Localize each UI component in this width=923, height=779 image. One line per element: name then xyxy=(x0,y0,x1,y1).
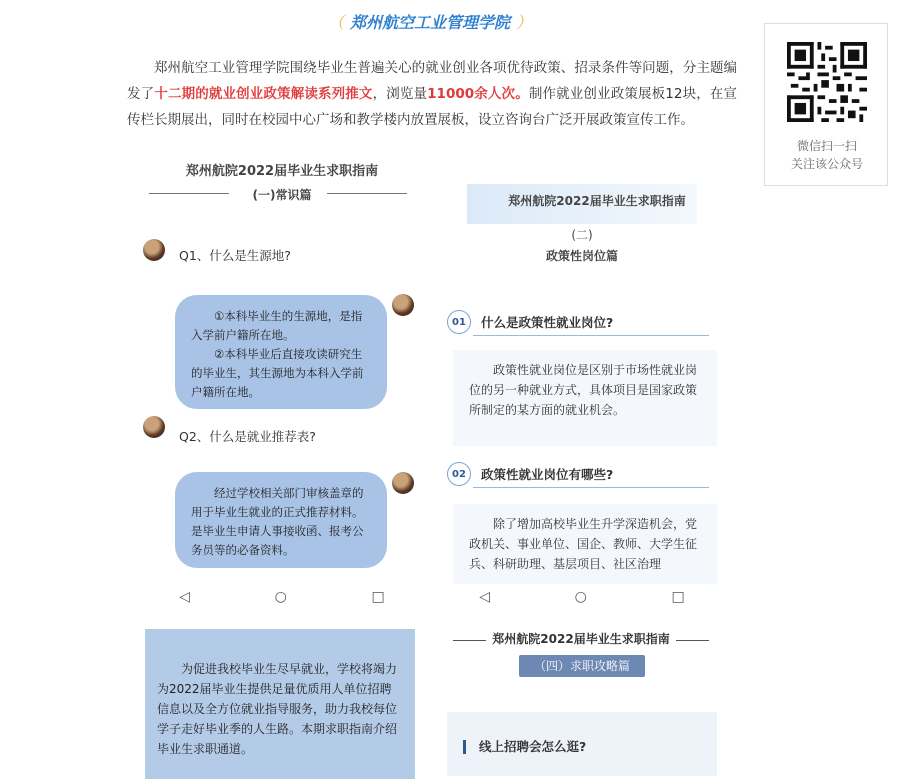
article-paragraph xyxy=(127,55,737,133)
intro-text: 为促进我校毕业生尽早就业，学校将竭力为2022届毕业生提供足量优质用人单位招聘信息以及全方位就业指导服务，助力我校每位学子走好毕业季的人生路。本期求职指南介绍毕业生求职通道。 xyxy=(157,662,398,756)
online-fair-card xyxy=(447,712,717,776)
job-strategy-badge: （四）求职攻略篇 xyxy=(519,655,645,677)
section-2-underline xyxy=(473,487,709,488)
paragraph-text-1: 郑州航空工业管理学院围绕毕业生普遍关心的就业创业各项优待政策、招录条件等问题，分主题编发了 xyxy=(127,60,737,102)
home-icon[interactable]: ○ xyxy=(574,589,587,605)
bottom-right-title-wrap xyxy=(453,630,709,647)
paragraph-text-2: ，浏览量 xyxy=(372,86,428,102)
back-icon[interactable]: ◁ xyxy=(179,589,191,605)
bottom-right-title: 郑州航院2022届毕业生求职指南 xyxy=(486,632,675,646)
recent-apps-icon[interactable]: □ xyxy=(371,589,385,605)
panel-left-subtitle: (一)常识篇 xyxy=(252,188,312,202)
accent-bar xyxy=(463,740,466,754)
qr-caption-line2: 关注该公众号 xyxy=(790,157,863,171)
section-1-heading xyxy=(447,310,613,334)
section-1-underline xyxy=(473,335,709,336)
panel-right-title: 郑州航院2022届毕业生求职指南 xyxy=(508,194,686,208)
paragraph-text-3: 制作就业创业政策展板12块，在宣传栏长期展出，同时在校园中心广场和教学楼内放置展板，设立咨询台广泛开展政策宣传工作。 xyxy=(127,86,738,128)
qr-caption-line1: 微信扫一扫 xyxy=(796,139,857,153)
recent-apps-icon[interactable]: □ xyxy=(671,589,685,605)
paragraph-highlight-2: 11000余人次。 xyxy=(427,86,529,102)
article-title-row xyxy=(0,10,860,33)
title-paren-right: ） xyxy=(516,13,533,32)
guide-panel-policy-jobs xyxy=(437,154,727,614)
title-paren-left: （ xyxy=(327,13,344,32)
qr-caption xyxy=(765,137,889,173)
avatar xyxy=(143,416,165,438)
panel-right-subtitle: 政策性岗位篇 xyxy=(545,249,618,263)
section-1-title: 什么是政策性就业岗位? xyxy=(481,315,614,330)
qr-code-card[interactable] xyxy=(764,23,888,186)
question-1: Q1、什么是生源地? xyxy=(179,248,291,263)
avatar xyxy=(143,239,165,261)
section-1-number: 01 xyxy=(447,310,471,334)
qr-code-icon xyxy=(787,42,867,122)
question-2: Q2、什么是就业推荐表? xyxy=(179,429,316,444)
section-1-card: 政策性就业岗位是区别于市场性就业岗位的另一种就业方式，具体项目是国家政策所制定的某方面的就业机会。 xyxy=(453,350,717,446)
avatar xyxy=(392,472,414,494)
back-icon[interactable]: ◁ xyxy=(479,589,491,605)
home-icon[interactable]: ○ xyxy=(274,589,287,605)
article-title: 郑州航空工业管理学院 xyxy=(349,13,510,32)
online-fair-question: 线上招聘会怎么逛? xyxy=(479,739,587,754)
section-2-card: 除了增加高校毕业生升学深造机会，党政机关、事业单位、国企、教师、大学生征兵、科研助理、基层项目、社区治理 xyxy=(453,504,717,584)
phone-nav-bar xyxy=(437,580,727,614)
paragraph-highlight-1: 十二期的就业创业政策解读系列推文 xyxy=(154,86,373,102)
section-2-title: 政策性就业岗位有哪些? xyxy=(481,467,614,482)
section-2-number: 02 xyxy=(447,462,471,486)
guide-panel-intro xyxy=(145,629,415,779)
answer-1-line-1: ①本科毕业生的生源地，是指入学前户籍所在地。 xyxy=(191,309,363,342)
section-2-heading xyxy=(447,462,613,486)
answer-bubble-1 xyxy=(175,295,387,409)
avatar xyxy=(392,294,414,316)
answer-bubble-2: 经过学校相关部门审核盖章的用于毕业生就业的正式推荐材料。是毕业生申请人事接收函、报考公务员等的必备资料。 xyxy=(175,472,387,568)
guide-panel-common-sense xyxy=(137,154,427,614)
panel-left-title: 郑州航院2022届毕业生求职指南 xyxy=(185,164,379,179)
answer-1-line-2: ②本科毕业后直接攻读研究生的毕业生，其生源地为本科入学前户籍所在地。 xyxy=(191,347,364,399)
panel-right-subtitle-num: (二) xyxy=(571,228,593,242)
phone-nav-bar xyxy=(137,580,427,614)
